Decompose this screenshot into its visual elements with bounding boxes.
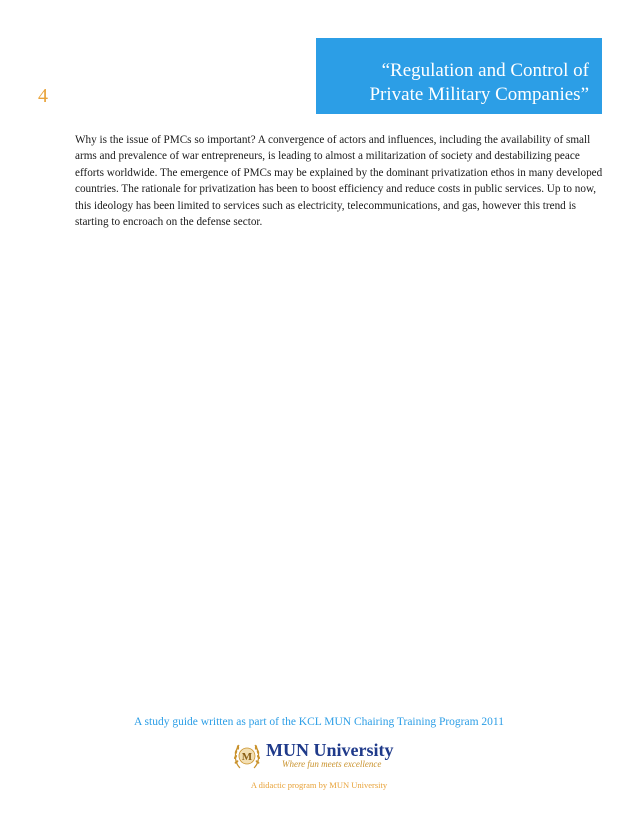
laurel-emblem-icon (230, 740, 264, 772)
mun-university-logo (230, 740, 400, 772)
title-line-2: Private Military Companies” (369, 84, 589, 105)
study-guide-footer: A study guide written as part of the KCL MUN Chairing Training Program 2011 (134, 716, 504, 728)
page-number: 4 (38, 85, 48, 107)
title-line-1: “Regulation and Control of (381, 60, 589, 81)
logo-wordmark: MUN University (266, 740, 394, 760)
logo-tagline: Where fun meets excellence (282, 759, 382, 769)
body-paragraph: Why is the issue of PMCs so important? A convergence of actors and influences, including the availability of small arms and prevalence of war entrepreneurs, is leading to almost a militarization of society and destabilizing peace efforts worldwide. The emergence of PMCs may be explained by the dominant privatization ethos in many developed countries. The rationale for privatization has been to boost efficiency and reduce costs in public services. Up to now, this ideology has been limited to services such as electricity, telecommunications, and gas, however this trend is starting to encroach on the defense sector. (75, 134, 603, 229)
document-title-banner (316, 38, 602, 114)
logo-letter: M (241, 751, 253, 763)
didactic-program-footer: A didactic program by MUN University (250, 780, 388, 790)
